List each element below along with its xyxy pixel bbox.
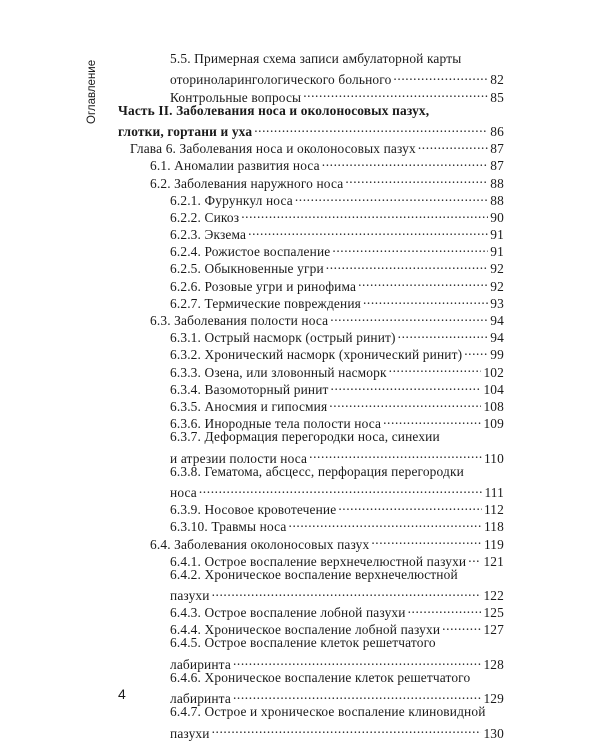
toc-page-number: 92 (490, 278, 504, 294)
toc-entry-title: 6.3.1. Острый насморк (острый ринит) (170, 330, 396, 346)
toc-page-number: 85 (490, 89, 504, 105)
leader-dots (468, 549, 481, 566)
leader-dots (389, 359, 482, 376)
leader-dots (241, 205, 488, 222)
running-head: Оглавление (86, 59, 98, 124)
toc-page-number: 88 (490, 175, 504, 191)
leader-dots (212, 583, 482, 600)
leader-dots (358, 273, 488, 290)
toc-page-number: 130 (483, 725, 504, 741)
toc-entry[interactable] (0, 205, 504, 225)
leader-dots (233, 686, 482, 703)
toc-entry-title: 5.5. Примерная схема записи амбулаторной карты (170, 51, 462, 66)
leader-dots (303, 84, 488, 101)
toc-entry-title: 6.4.2. Хроническое воспаление верхнечелюстной (170, 566, 458, 582)
toc-entry-title: 6.3.7. Деформация перегородки носа, синехии (170, 429, 440, 445)
leader-dots (442, 617, 481, 634)
toc-page-number: 87 (490, 158, 504, 174)
toc-entry-title: 6.2.5. Обыкновенные угри (170, 261, 324, 277)
toc-entry[interactable] (0, 428, 504, 466)
toc-page-number: 110 (483, 450, 504, 466)
toc-page-number: 111 (484, 484, 504, 500)
toc-entry[interactable] (0, 359, 504, 380)
toc-entry[interactable] (0, 273, 504, 294)
toc-entry[interactable] (0, 170, 504, 191)
toc-entry[interactable] (0, 291, 504, 311)
leader-dots (212, 720, 482, 737)
toc-page-number: 127 (483, 622, 504, 638)
toc-page-number: 91 (490, 244, 504, 260)
toc-entry-title: 6.2. Заболевания наружного носа (150, 175, 344, 191)
leader-dots (363, 291, 488, 308)
toc-entry[interactable] (0, 566, 504, 604)
toc-page-number: 93 (490, 295, 504, 311)
toc-entry-title: 6.4.4. Хроническое воспаление лобной пазухи (170, 622, 441, 638)
toc-part-entry[interactable] (0, 102, 504, 139)
toc-entry-title: 6.3.4. Вазомоторный ринит (170, 381, 329, 397)
leader-dots (393, 67, 488, 84)
toc-entry-title: 6.3.5. Аносмия и гипосмия (170, 398, 328, 414)
toc-entry-title: 6.1. Аномалии развития носа (150, 158, 320, 174)
toc-entry[interactable] (0, 514, 504, 535)
leader-dots (295, 188, 488, 205)
toc-entry-title: 6.4.1. Острое воспаление верхнечелюстной пазухи (170, 553, 467, 569)
toc-entry-title: 6.3. Заболевания полости носа (150, 313, 329, 329)
toc-entry[interactable] (0, 308, 504, 329)
toc-page-number: 102 (483, 364, 504, 380)
toc-entry-title-cont: пазухи (170, 588, 210, 604)
toc-entry-title: 6.4.6. Хроническое воспаление клеток решетчатого (170, 669, 471, 685)
table-of-contents (0, 50, 600, 741)
toc-entry-title: 6.2.6. Розовые угри и ринофима (170, 278, 357, 294)
leader-dots (398, 325, 489, 342)
toc-entry-title: 6.3.6. Инородные тела полости носа (170, 416, 382, 432)
toc-entry[interactable] (0, 84, 504, 105)
toc-entry[interactable] (0, 703, 504, 741)
toc-page-number: 108 (483, 398, 504, 414)
toc-page-number: 118 (483, 519, 504, 535)
toc-entry-title: 6.2.4. Рожистое воспаление (170, 244, 331, 260)
toc-page-number: 104 (483, 381, 504, 397)
toc-entry-title-cont: оториноларингологического больного (170, 72, 392, 88)
toc-entry-title-cont: глотки, гортани и уха (118, 123, 253, 139)
toc-entry[interactable] (0, 222, 504, 243)
toc-entry-title-cont: лабиринта (170, 691, 231, 707)
toc-page-number: 87 (490, 141, 504, 157)
leader-dots (383, 411, 481, 428)
toc-page-number: 128 (483, 656, 504, 672)
leader-dots (338, 497, 482, 514)
leader-dots (408, 600, 482, 617)
leader-dots (418, 136, 488, 153)
toc-page-number: 109 (483, 416, 504, 432)
toc-page-number: 92 (490, 261, 504, 277)
leader-dots (199, 480, 483, 497)
toc-page-number: 94 (490, 330, 504, 346)
toc-entry-title: 6.2.1. Фурункул носа (170, 192, 293, 208)
toc-page-number: 90 (490, 209, 504, 225)
leader-dots (371, 531, 482, 548)
toc-entry[interactable] (0, 153, 504, 174)
toc-entry-title-cont: лабиринта (170, 656, 231, 672)
leader-dots (331, 377, 482, 394)
toc-entry-title: 6.3.3. Озена, или зловонный насморк (170, 364, 387, 380)
toc-entry[interactable] (0, 634, 504, 672)
toc-entry-title: 6.3.2. Хронический насморк (хронический ринит) (170, 347, 463, 363)
toc-entry-title: 6.4.7. Острое и хроническое воспаление клиновидной (170, 704, 486, 720)
leader-dots (330, 308, 488, 325)
leader-dots (329, 394, 481, 411)
toc-entry[interactable] (0, 600, 504, 621)
toc-page-number: 99 (490, 347, 504, 363)
toc-entry[interactable] (0, 411, 504, 432)
leader-dots (322, 153, 489, 170)
toc-page-number: 94 (490, 313, 504, 329)
toc-entry-title: 6.3.9. Носовое кровотечение (170, 502, 337, 518)
toc-entry[interactable] (0, 549, 504, 569)
toc-entry-title: 6.4.3. Острое воспаление лобной пазухи (170, 605, 406, 621)
toc-chapter-entry[interactable] (0, 136, 504, 157)
toc-entry[interactable] (0, 342, 504, 363)
toc-entry[interactable] (0, 497, 504, 518)
toc-entry[interactable] (0, 325, 504, 346)
toc-page-number: 112 (483, 502, 504, 518)
toc-page-number: 88 (490, 192, 504, 208)
toc-entry-title: 6.4. Заболевания околоносовых пазух (150, 536, 370, 552)
leader-dots (289, 514, 482, 531)
toc-page-number: 91 (490, 227, 504, 243)
leader-dots (248, 222, 488, 239)
toc-page-number: 119 (483, 536, 504, 552)
toc-page-number: 82 (490, 72, 504, 88)
leader-dots (309, 445, 482, 462)
toc-entry[interactable] (0, 377, 504, 397)
toc-page-number: 121 (483, 553, 504, 569)
toc-entry-title: 6.4.5. Острое воспаление клеток решетчатого (170, 635, 436, 651)
toc-entry-title: 6.2.2. Сикоз (170, 209, 240, 225)
leader-dots (332, 239, 488, 256)
toc-entry-title: 6.2.3. Экзема (170, 227, 247, 243)
toc-entry-title: Часть II. Заболевания носа и околоносовых пазух, (118, 102, 430, 118)
toc-page-number: 129 (483, 691, 504, 707)
toc-page-number: 125 (483, 605, 504, 621)
leader-dots (345, 170, 488, 187)
toc-entry-title: Глава 6. Заболевания носа и околоносовых пазух (130, 141, 416, 157)
toc-entry-title-cont: носа (170, 484, 197, 500)
toc-entry[interactable] (0, 669, 504, 707)
toc-entry-title-cont: пазухи (170, 725, 210, 741)
toc-entry[interactable] (0, 188, 504, 208)
toc-entry[interactable] (0, 463, 504, 500)
toc-entry-title: 6.3.8. Гематома, абсцесс, перфорация перегородки (170, 463, 464, 479)
leader-dots (254, 119, 488, 136)
toc-page-number: 122 (483, 588, 504, 604)
toc-entry-title: 6.3.10. Травмы носа (170, 519, 287, 535)
toc-page-number: 86 (490, 123, 504, 139)
toc-entry[interactable] (0, 256, 504, 277)
page-number: 4 (118, 686, 126, 702)
leader-dots (233, 652, 482, 669)
leader-dots (464, 342, 488, 359)
toc-entry[interactable] (0, 531, 504, 552)
toc-entry[interactable] (0, 239, 504, 260)
leader-dots (326, 256, 489, 273)
toc-entry-title-cont: и атрезии полости носа (170, 450, 308, 466)
toc-entry[interactable] (0, 394, 504, 414)
toc-entry[interactable] (0, 50, 504, 88)
toc-entry-title: Контрольные вопросы (170, 89, 302, 105)
toc-entry-title: 6.2.7. Термические повреждения (170, 295, 361, 311)
toc-entry[interactable] (0, 617, 504, 638)
